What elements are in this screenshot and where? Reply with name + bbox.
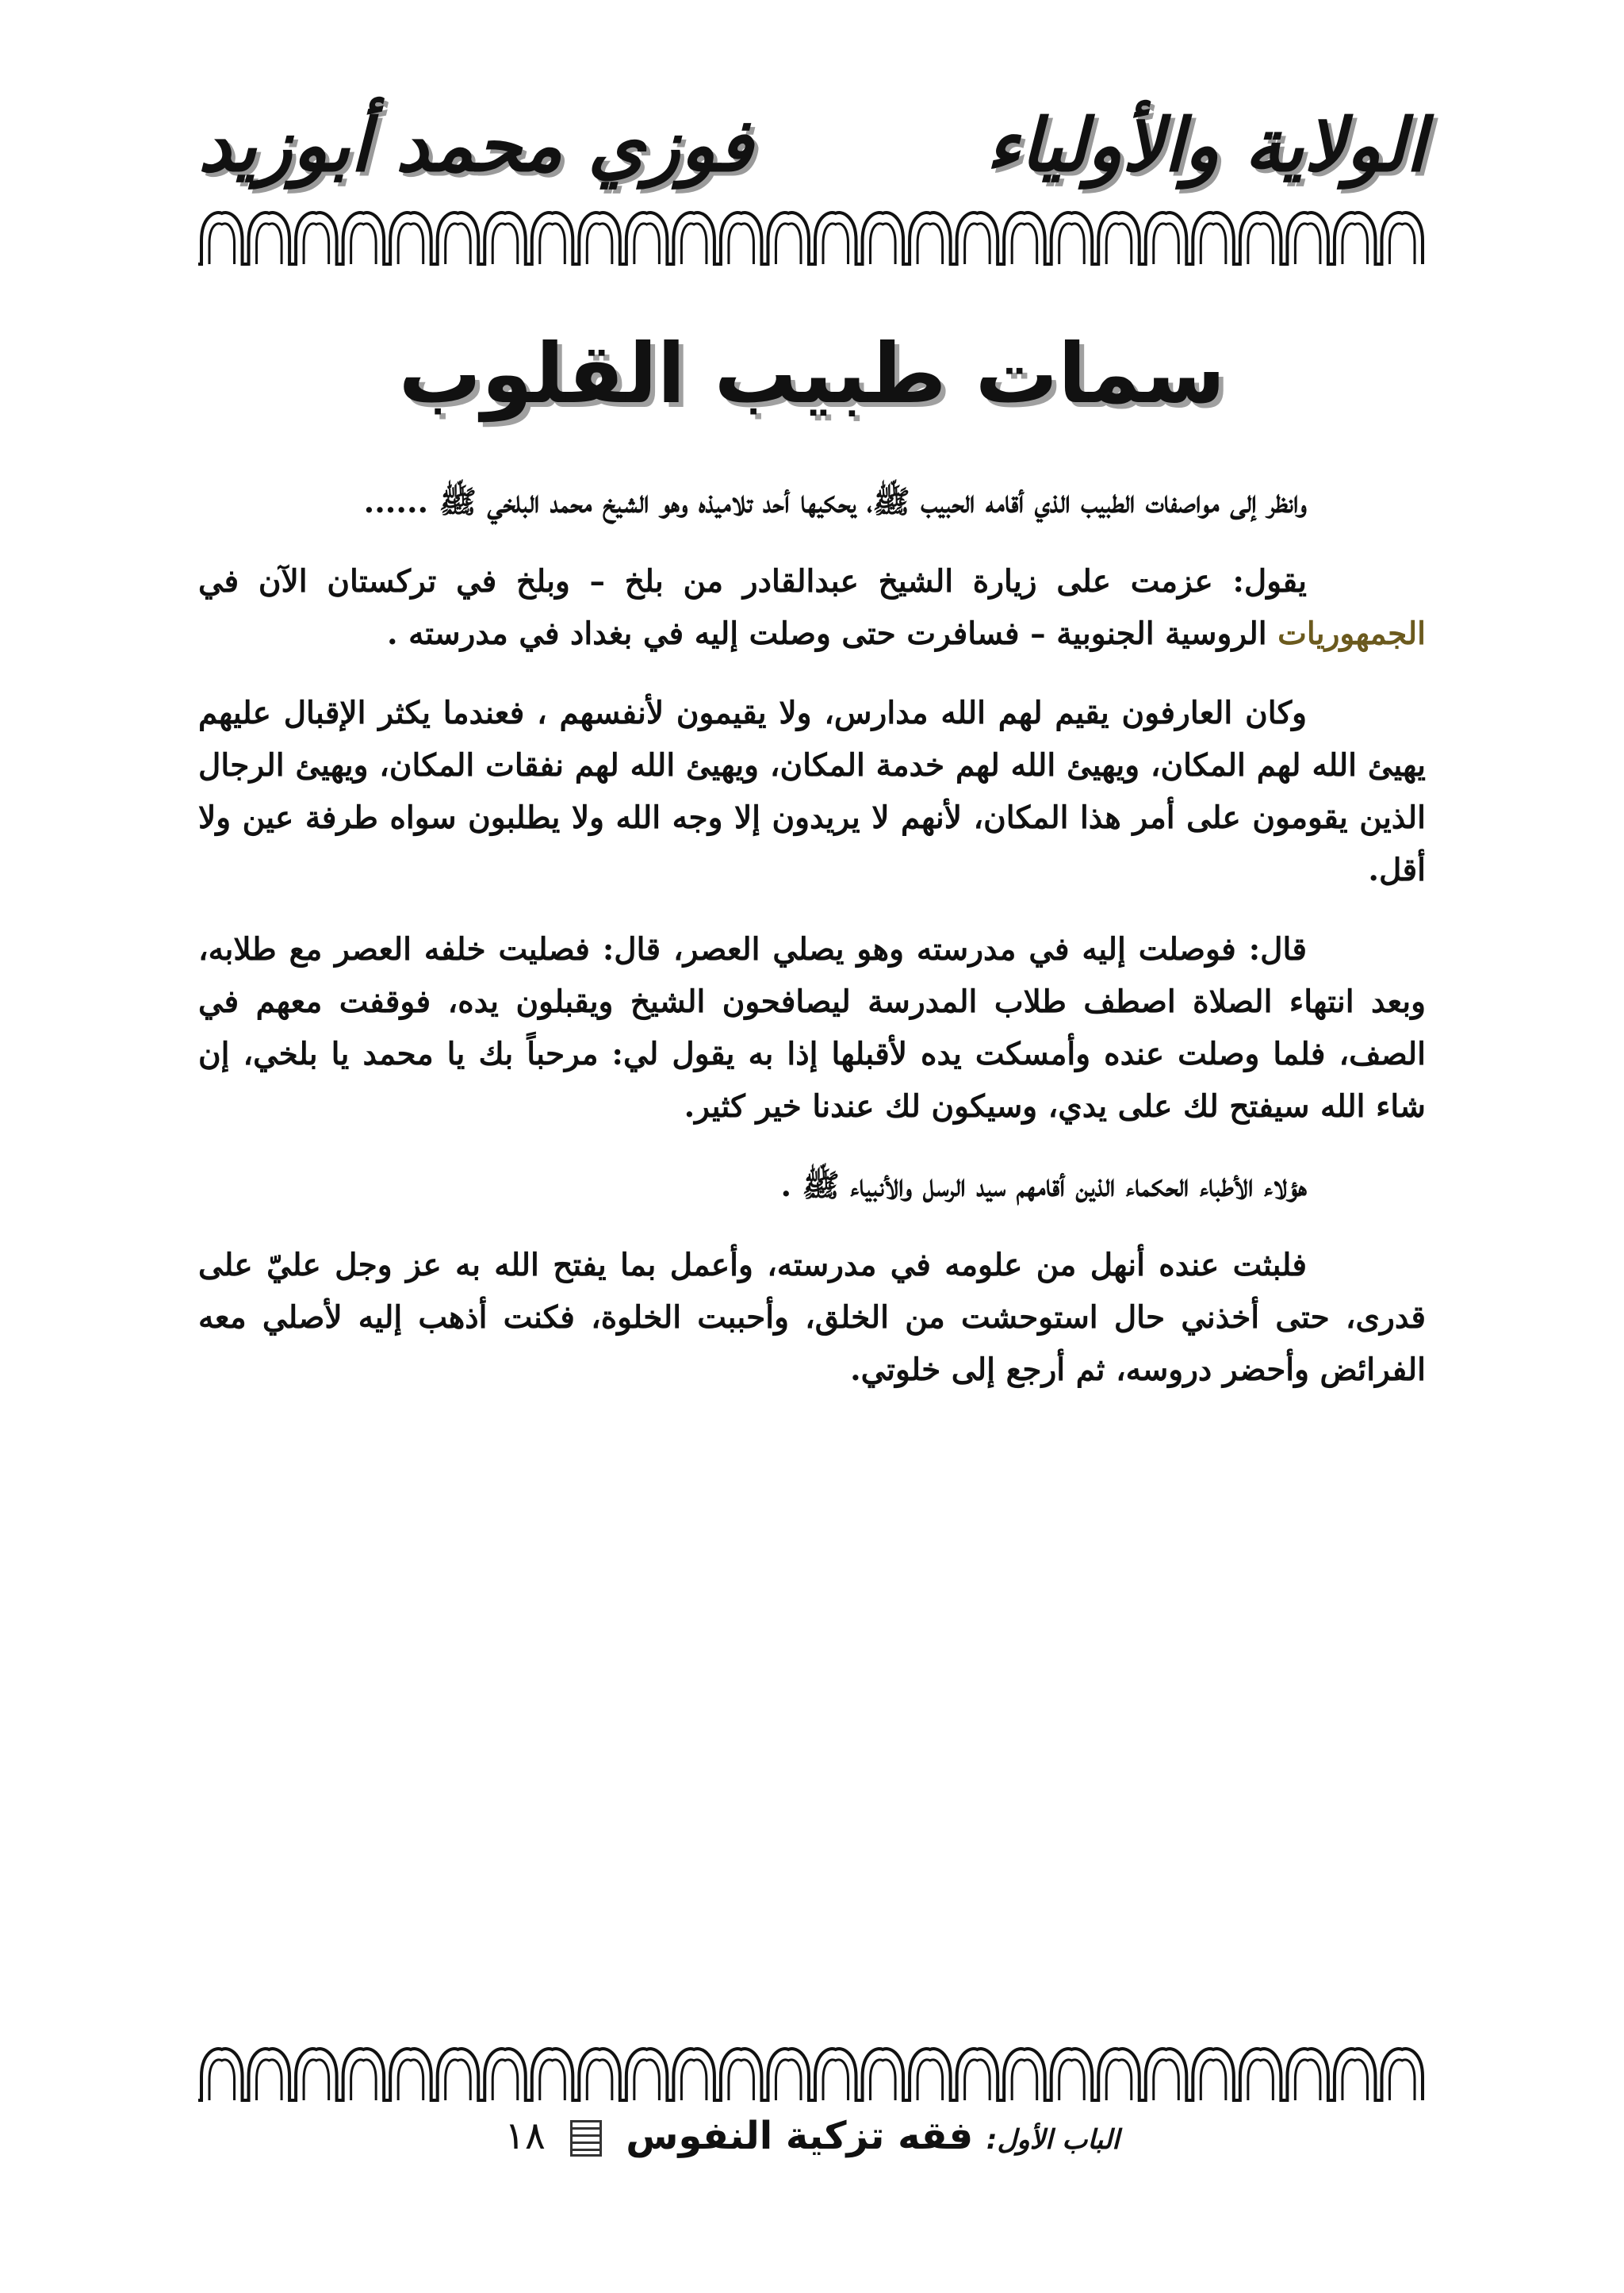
ornament-arches [198,2049,1423,2100]
paragraph-2 [198,555,1426,660]
chapter-title: سمات طبيب القلوب [398,325,1226,422]
paragraph-2-text-b: الروسية الجنوبية – فسافرت حتى وصلت إليه في بغداد في مدرسته . [387,615,1278,652]
highlighted-word: الجمهوريات [1277,615,1426,652]
page-icon [570,2120,602,2157]
footer-chapter-label: الباب الأول: [986,2124,1120,2156]
page-footer [0,2114,1624,2158]
paragraph-3: وكان العارفون يقيم لهم الله مدارس، ولا يقيمون لأنفسهم ، فعندما يكثر الإقبال عليهم يهيئ الله لهم المكان، ويهيئ الله لهم خدمة المكان، ويهيئ الله لهم نفقات المكان، ويهيئ الرجال الذين يقومون على أمر هذا المكان، لأنهم لا يريدون إلا وجه الله ولا يطلبون سواه طرفة عين ولا أقل. [198,695,1426,888]
paragraph-1: وانظر إلى مواصفات الطبيب الذي أقامه الحبيب ﷺ، يحكيها أحد تلاميذه وهو الشيخ محمد البلخي ﷺ ...... [363,484,1307,520]
ornament-arches [198,213,1423,264]
paragraph-2-text-a: يقول: عزمت على زيارة الشيخ عبدالقادر من بلخ – وبلخ في تركستان الآن في [198,563,1307,600]
paragraph-5: هؤلاء الأطباء الحكماء الذين أقامهم سيد الرسل والأنبياء ﷺ . [780,1168,1307,1204]
top-ornament-border [198,202,1426,266]
bottom-ornament-border [198,2038,1426,2102]
page-header [198,103,1426,190]
book-title: الولاية والأولياء [986,103,1426,188]
author-name: فوزي محمد أبوزيد [198,103,753,188]
paragraph-6: فلبثت عنده أنهل من علومه في مدرسته، وأعمل بما يفتح الله به عز وجل عليّ على قدرى، حتى أخذني حال استوحشت من الخلق، وأحببت الخلوة، فكنت أذهب إليه لأصلي معه الفرائض وأحضر دروسه، ثم أرجع إلى خلوتي. [198,1247,1426,1388]
footer-chapter-name: فقه تزكية النفوس [626,2114,974,2158]
paragraph-4: قال: فوصلت إليه في مدرسته وهو يصلي العصر، قال: فصليت خلفه العصر مع طلابه، وبعد انتهاء الصلاة اصطف طلاب المدرسة ليصافحون الشيخ ويقبلون يده، فوقفت معهم في الصف، فلما وصلت عنده وأمسكت يده لأقبلها إذا به يقول لي: مرحباً بك يا محمد يا بلخي، إن شاء الله سيفتح لك على يدي، وسيكون لك عندنا خير كثير. [198,931,1426,1125]
page-number: ١٨ [504,2114,546,2158]
body-text [198,476,1426,1423]
